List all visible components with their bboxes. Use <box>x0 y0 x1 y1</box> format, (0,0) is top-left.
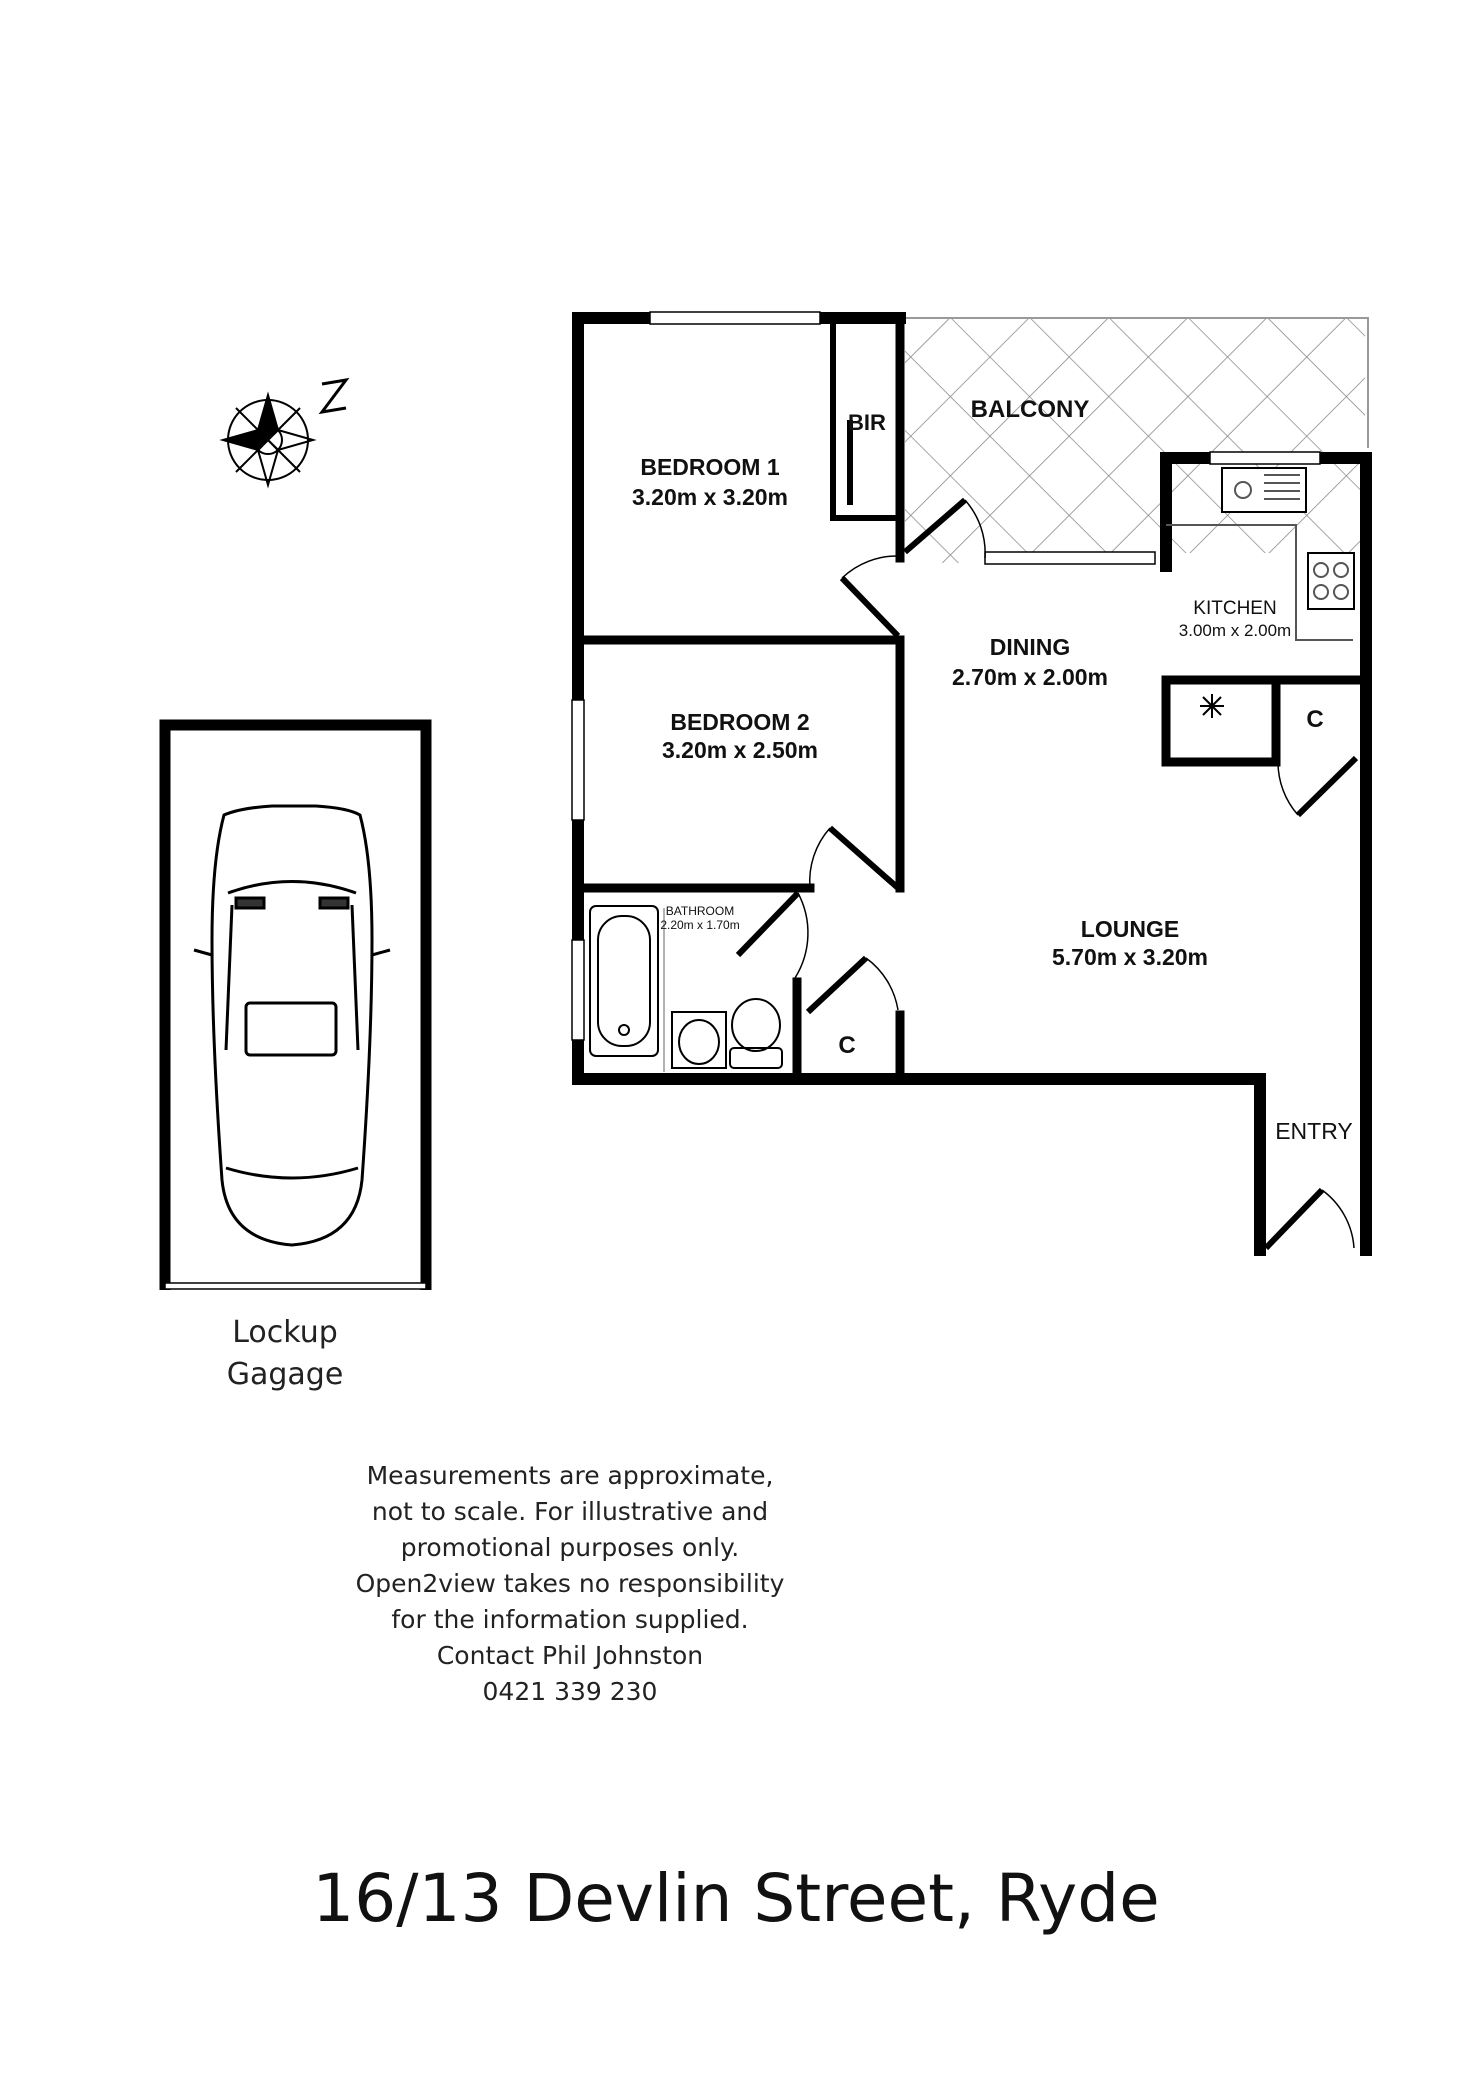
garage-door <box>165 1283 426 1289</box>
car-icon <box>194 806 390 1245</box>
disclaimer-line: Open2view takes no responsibility <box>355 1569 785 1598</box>
garage-caption-line1: Lockup <box>232 1315 338 1350</box>
disclaimer-line: for the information supplied. <box>391 1605 749 1634</box>
room-dining-size: 2.70m x 2.00m <box>951 664 1108 690</box>
disclaimer-line: Contact Phil Johnston <box>436 1641 704 1670</box>
garage-walls <box>165 725 426 1290</box>
room-bedroom2-size: 3.20m x 2.50m <box>661 737 818 763</box>
room-entry-name: ENTRY <box>1275 1118 1353 1144</box>
toilet-icon <box>730 999 782 1068</box>
disclaimer <box>300 1458 840 1710</box>
room-kitchen-size: 3.00m x 2.00m <box>1178 621 1292 640</box>
garage-caption <box>170 1312 400 1396</box>
garage-caption-line2: Gagage <box>226 1357 344 1392</box>
room-lounge-size: 5.70m x 3.20m <box>1051 944 1208 970</box>
room-lounge-name: LOUNGE <box>1080 916 1180 942</box>
room-dining-name: DINING <box>989 634 1071 660</box>
disclaimer-line: Measurements are approximate, <box>366 1461 774 1490</box>
bathtub-icon <box>590 906 658 1056</box>
balcony-floor-lower <box>905 318 1165 563</box>
compass-icon <box>223 380 346 485</box>
room-bedroom1-size: 3.20m x 3.20m <box>631 484 788 510</box>
room-bathroom-name: BATHROOM <box>665 904 735 918</box>
room-cupboard-hall-name: C <box>838 1032 856 1059</box>
room-cupboard-kitchen-name: C <box>1306 706 1324 733</box>
fridge-icon <box>1200 694 1224 718</box>
property-address: 16/13 Devlin Street, Ryde <box>312 1860 1160 1937</box>
disclaimer-phone: 0421 339 230 <box>482 1677 658 1706</box>
room-balcony-name: BALCONY <box>970 396 1090 423</box>
room-bedroom1-name: BEDROOM 1 <box>640 454 780 480</box>
disclaimer-line: promotional purposes only. <box>400 1533 740 1562</box>
room-kitchen-name: KITCHEN <box>1193 598 1277 619</box>
disclaimer-line: not to scale. For illustrative and <box>371 1497 769 1526</box>
room-bir-name: BIR <box>848 410 886 435</box>
room-bathroom-size: 2.20m x 1.70m <box>660 918 740 932</box>
basin-icon <box>672 1012 726 1068</box>
room-bedroom2-name: BEDROOM 2 <box>670 709 810 735</box>
